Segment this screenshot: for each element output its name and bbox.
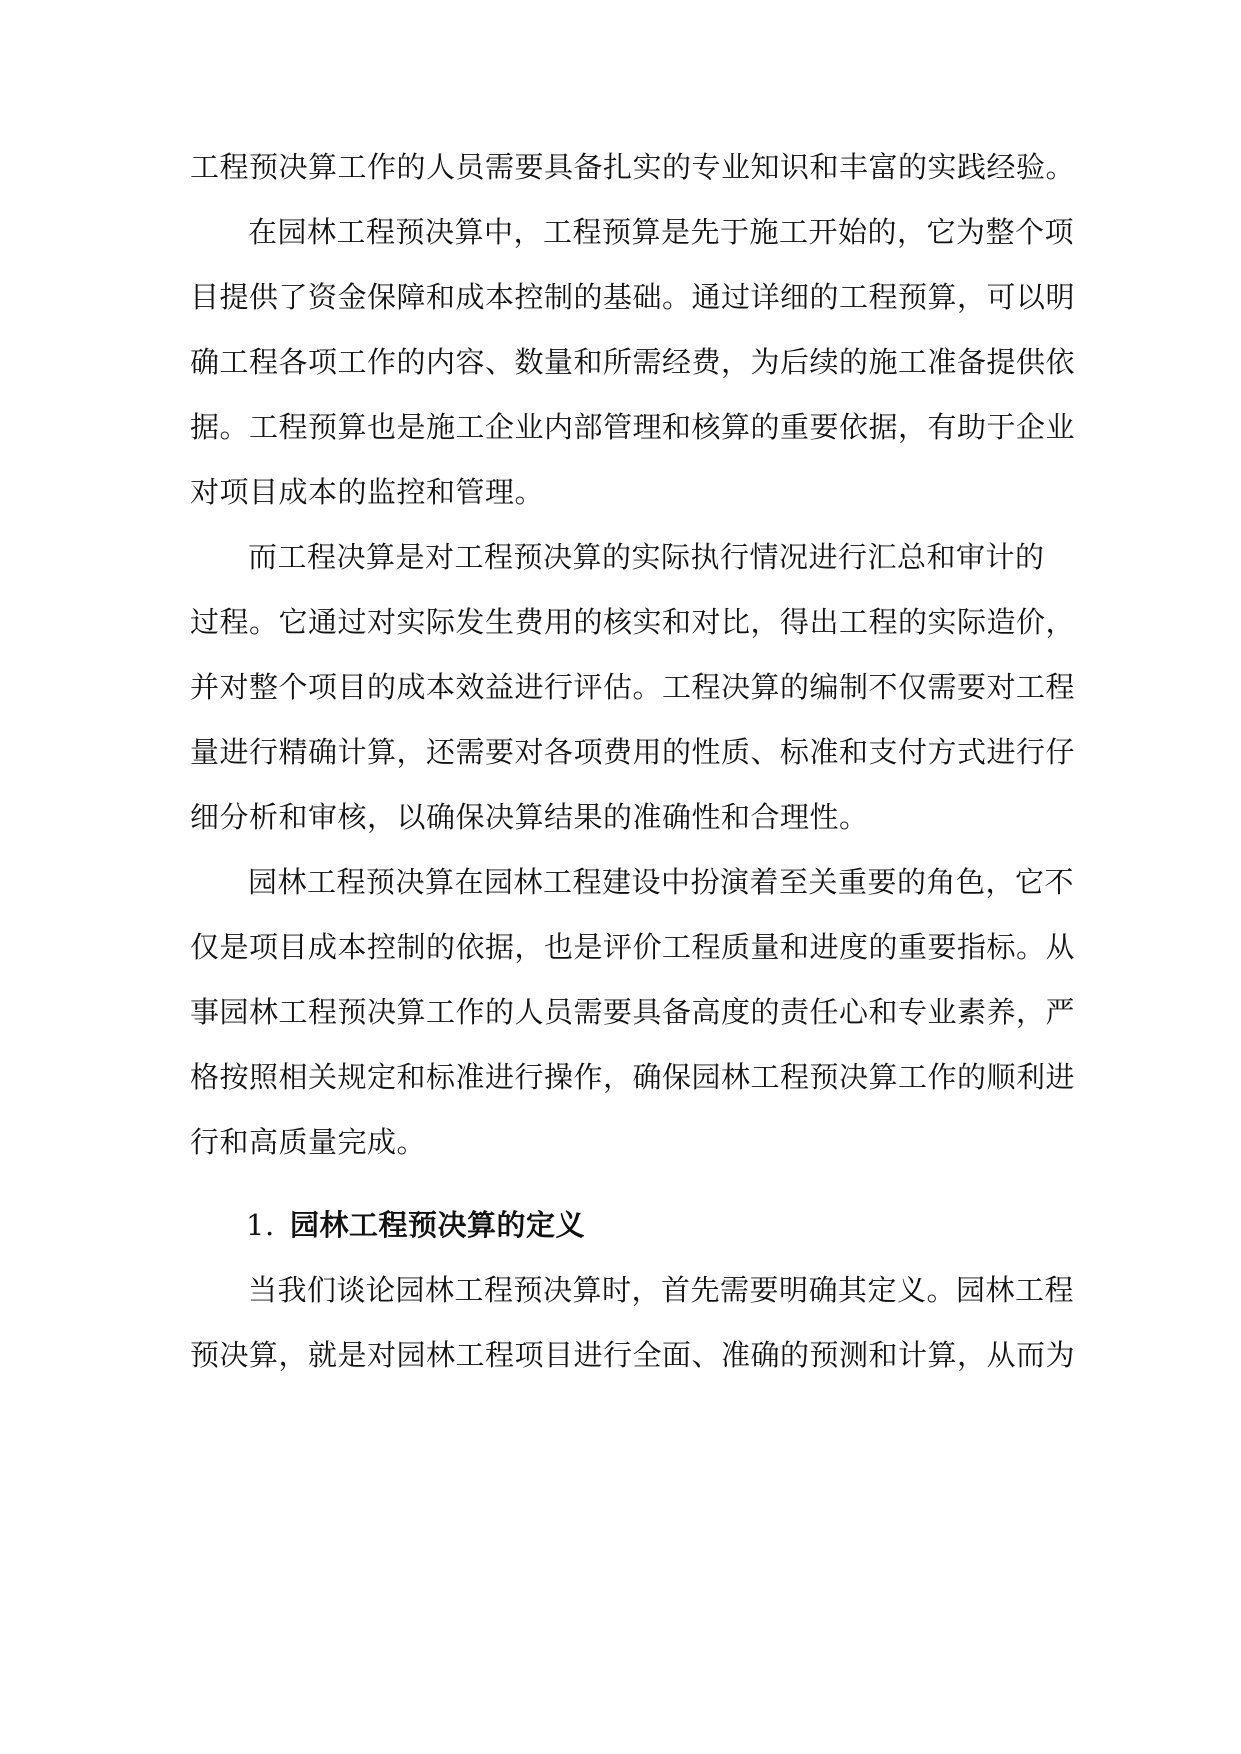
text-line: 对项目成本的监控和管理。	[190, 475, 545, 509]
paragraph-start-line: 当我们谈论园林工程预决算时，首先需要明确其定义。园林工程	[248, 1273, 1075, 1307]
text-line: 并对整个项目的成本效益进行评估。工程决算的编制不仅需要对工程	[190, 670, 1076, 704]
paragraph-start-line: 在园林工程预决算中，工程预算是先于施工开始的，它为整个项	[248, 215, 1075, 249]
document-page	[190, 148, 1076, 1374]
section-heading	[190, 1206, 1052, 1244]
text-line: 格按照相关规定和标准进行操作，确保园林工程预决算工作的顺利进	[190, 1060, 1076, 1094]
text-line: 仅是项目成本控制的依据，也是评价工程质量和进度的重要指标。从	[190, 930, 1076, 964]
text-line: 过程。它通过对实际发生费用的核实和对比，得出工程的实际造价，	[190, 605, 1076, 639]
text-line: 目提供了资金保障和成本控制的基础。通过详细的工程预算，可以明	[190, 280, 1076, 314]
text-line: 预决算，就是对园林工程项目进行全面、准确的预测和计算，从而为	[190, 1338, 1076, 1372]
text-line: 工程预决算工作的人员需要具备扎实的专业知识和丰富的实践经验。	[190, 150, 1076, 184]
paragraph-start-line: 园林工程预决算在园林工程建设中扮演着至关重要的角色，它不	[248, 865, 1075, 899]
text-line: 细分析和审核，以确保决算结果的准确性和合理性。	[190, 800, 869, 834]
text-line: 行和高质量完成。	[190, 1125, 427, 1159]
text-line: 事园林工程预决算工作的人员需要具备高度的责任心和专业素养，严	[190, 995, 1076, 1029]
section-title: 园林工程预决算的定义	[290, 1208, 586, 1242]
text-line: 据。工程预算也是施工企业内部管理和核算的重要依据，有助于企业	[190, 410, 1076, 444]
section-number: 1.	[246, 1208, 275, 1242]
paragraph-start-line: 而工程决算是对工程预决算的实际执行情况进行汇总和审计的	[248, 540, 1045, 574]
text-line: 量进行精确计算，还需要对各项费用的性质、标准和支付方式进行仔	[190, 735, 1076, 769]
text-line: 确工程各项工作的内容、数量和所需经费，为后续的施工准备提供依	[190, 345, 1076, 379]
